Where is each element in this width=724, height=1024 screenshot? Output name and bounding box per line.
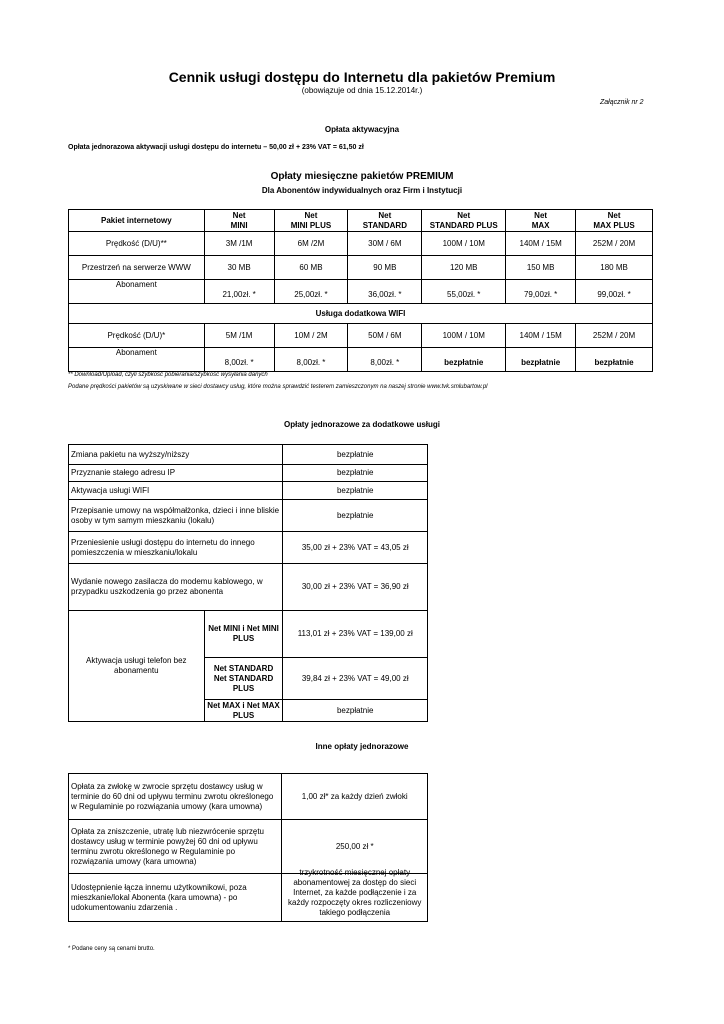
package-header: Net STANDARD <box>348 210 422 232</box>
table-cell: bezpłatnie <box>422 348 506 372</box>
table-row <box>69 532 428 564</box>
monthly-subheading: Dla Abonentów indywidualnych oraz Firm i Instytucji <box>261 186 463 195</box>
page-title: Cennik usługi dostępu do Internetu dla pakietów Premium <box>168 69 556 85</box>
table-cell: 180 MB <box>576 256 653 280</box>
table-cell: 50M / 6M <box>348 324 422 348</box>
table-cell: bezpłatnie <box>283 465 428 482</box>
package-header: Net MAX PLUS <box>576 210 653 232</box>
row-label: Prędkość (D/U)* <box>69 324 205 348</box>
table-cell: 8,00zł. * <box>348 348 422 372</box>
others-heading: Inne opłaty jednorazowe <box>315 742 409 751</box>
row-label: Udostępnienie łącza innemu użytkownikowi, poza mieszkanie/lokal Abonenta (kara umowna) - po udokumentowaniu zdarzenia . <box>69 874 282 922</box>
pricing-header-row <box>69 210 653 232</box>
table-cell: 252M / 20M <box>576 232 653 256</box>
table-cell: 113,01 zł + 23% VAT = 139,00 zł <box>283 611 428 658</box>
table-row <box>69 500 428 532</box>
table-row <box>69 256 653 280</box>
table-cell: 39,84 zł + 23% VAT = 49,00 zł <box>283 658 428 700</box>
table-cell: 21,00zł. * <box>204 280 274 304</box>
table-cell: 3M /1M <box>204 232 274 256</box>
table-cell: 1,00 zł* za każdy dzień zwłoki <box>282 774 428 820</box>
table-row <box>69 465 428 482</box>
row-label: Zmiana pakietu na wyższy/niższy <box>69 445 283 465</box>
table-cell: 25,00zł. * <box>274 280 348 304</box>
phone-package: Net MAX i Net MAX PLUS <box>204 700 283 722</box>
wifi-heading: Usługa dodatkowa WIFI <box>69 304 653 324</box>
phone-package: Net MINI i Net MINI PLUS <box>204 611 283 658</box>
pricing-table <box>68 209 653 372</box>
note-speed: ** Download/Upload, czyli szybkość pobierania/szybkość wysyłania danych <box>68 372 268 378</box>
table-row <box>69 324 653 348</box>
table-cell: 100M / 10M <box>422 324 506 348</box>
table-cell: bezpłatnie <box>283 500 428 532</box>
package-header: Net STANDARD PLUS <box>422 210 506 232</box>
activation-line: Opłata jednorazowa aktywacji usługi dostępu do internetu – 50,00 zł + 23% VAT = 61,50 zł <box>68 144 364 151</box>
table-row <box>69 348 653 372</box>
row-label: Wydanie nowego zasilacza do modemu kablowego, w przypadku uszkodzenia go przez abonenta <box>69 564 283 611</box>
extras-heading: Opłaty jednorazowe za dodatkowe usługi <box>283 420 441 429</box>
phone-activation-label: Aktywacja usługi telefon bez abonamentu <box>69 611 205 722</box>
table-row <box>69 874 428 922</box>
table-cell: bezpłatnie <box>576 348 653 372</box>
row-label: Przepisanie umowy na współmałżonka, dzieci i inne bliskie osoby w tym samym mieszkaniu (lokalu) <box>69 500 283 532</box>
footer-note: * Podane ceny są cenami brutto. <box>68 946 155 952</box>
table-cell: bezpłatnie <box>283 700 428 722</box>
table-row <box>69 232 653 256</box>
table-cell: 55,00zł. * <box>422 280 506 304</box>
extras-table <box>68 444 428 722</box>
table-cell: 79,00zł. * <box>506 280 576 304</box>
table-cell: 99,00zł. * <box>576 280 653 304</box>
table-cell: 140M / 15M <box>506 232 576 256</box>
clipped-text: trzykrotność miesięcznej opłaty abonamentowej za dostęp do sieci Internet, za każde podłączenie i za każdy rozpoczęty okres rozliczeniowy takiego podłączenia <box>288 868 422 917</box>
table-cell: 10M / 2M <box>274 324 348 348</box>
table-cell: 6M /2M <box>274 232 348 256</box>
table-cell: 60 MB <box>274 256 348 280</box>
table-row <box>69 564 428 611</box>
table-cell: 90 MB <box>348 256 422 280</box>
phone-package: Net STANDARD Net STANDARD PLUS <box>204 658 283 700</box>
table-row <box>69 774 428 820</box>
monthly-heading: Opłaty miesięczne pakietów PREMIUM <box>270 171 454 182</box>
wifi-heading-row <box>69 304 653 324</box>
row-label: Przestrzeń na serwerze WWW <box>69 256 205 280</box>
table-row <box>69 280 653 304</box>
table-cell: 35,00 zł + 23% VAT = 43,05 zł <box>283 532 428 564</box>
row-label: Przyznanie stałego adresu IP <box>69 465 283 482</box>
table-cell: 8,00zł. * <box>204 348 274 372</box>
table-row <box>69 820 428 874</box>
attachment-label: Załącznik nr 2 <box>600 99 644 106</box>
table-cell: 100M / 10M <box>422 232 506 256</box>
row-label: Prędkość (D/U)** <box>69 232 205 256</box>
table-cell: 30,00 zł + 23% VAT = 36,90 zł <box>283 564 428 611</box>
table-cell: 120 MB <box>422 256 506 280</box>
table-cell: 8,00zł. * <box>274 348 348 372</box>
row-label: Opłata za zniszczenie, utratę lub niezwrócenie sprzętu dostawcy usług w terminie powyżej 60 dni od upływu terminu zwrotu określonego w Regulaminie po rozwiązania umowy (kara umowna) <box>69 820 282 874</box>
table-cell: bezpłatnie <box>283 445 428 465</box>
table-cell: 30 MB <box>204 256 274 280</box>
row-label: Aktywacja usługi WIFI <box>69 482 283 500</box>
table-row <box>69 611 428 658</box>
others-table <box>68 773 428 922</box>
table-cell: bezpłatnie <box>283 482 428 500</box>
table-cell: 36,00zł. * <box>348 280 422 304</box>
row-label: Abonament <box>69 348 205 372</box>
page-subtitle: (obowiązuje od dnia 15.12.2014r.) <box>301 86 423 95</box>
package-header: Net MAX <box>506 210 576 232</box>
table-cell: 5M /1M <box>204 324 274 348</box>
note-tester: Podane prędkości pakietów są uzyskiwane w sieci dostawcy usług, które można sprawdzić testerem zamieszczonym na naszej stronie www.tvk.smlubartow.pl <box>68 384 488 390</box>
activation-heading: Opłata aktywacyjna <box>324 125 400 134</box>
table-row <box>69 445 428 465</box>
table-cell: 252M / 20M <box>576 324 653 348</box>
row-label: Przeniesienie usługi dostępu do internetu do innego pomieszczenia w mieszkaniu/lokalu <box>69 532 283 564</box>
pricing-header-label: Pakiet internetowy <box>69 210 205 232</box>
table-cell: bezpłatnie <box>506 348 576 372</box>
table-cell: 150 MB <box>506 256 576 280</box>
row-label: Abonament <box>69 280 205 304</box>
table-cell: 140M / 15M <box>506 324 576 348</box>
table-cell-clipped <box>282 868 428 922</box>
package-header: Net MINI PLUS <box>274 210 348 232</box>
table-cell: 250,00 zł * <box>282 820 428 874</box>
clipped-container <box>282 868 427 921</box>
table-row <box>69 482 428 500</box>
package-header: Net MINI <box>204 210 274 232</box>
table-cell: 30M / 6M <box>348 232 422 256</box>
row-label: Opłata za zwłokę w zwrocie sprzętu dostawcy usług w terminie do 60 dni od upływu terminu zwrotu określonego w Regulaminie po rozwiązania umowy (kara umowna) <box>69 774 282 820</box>
